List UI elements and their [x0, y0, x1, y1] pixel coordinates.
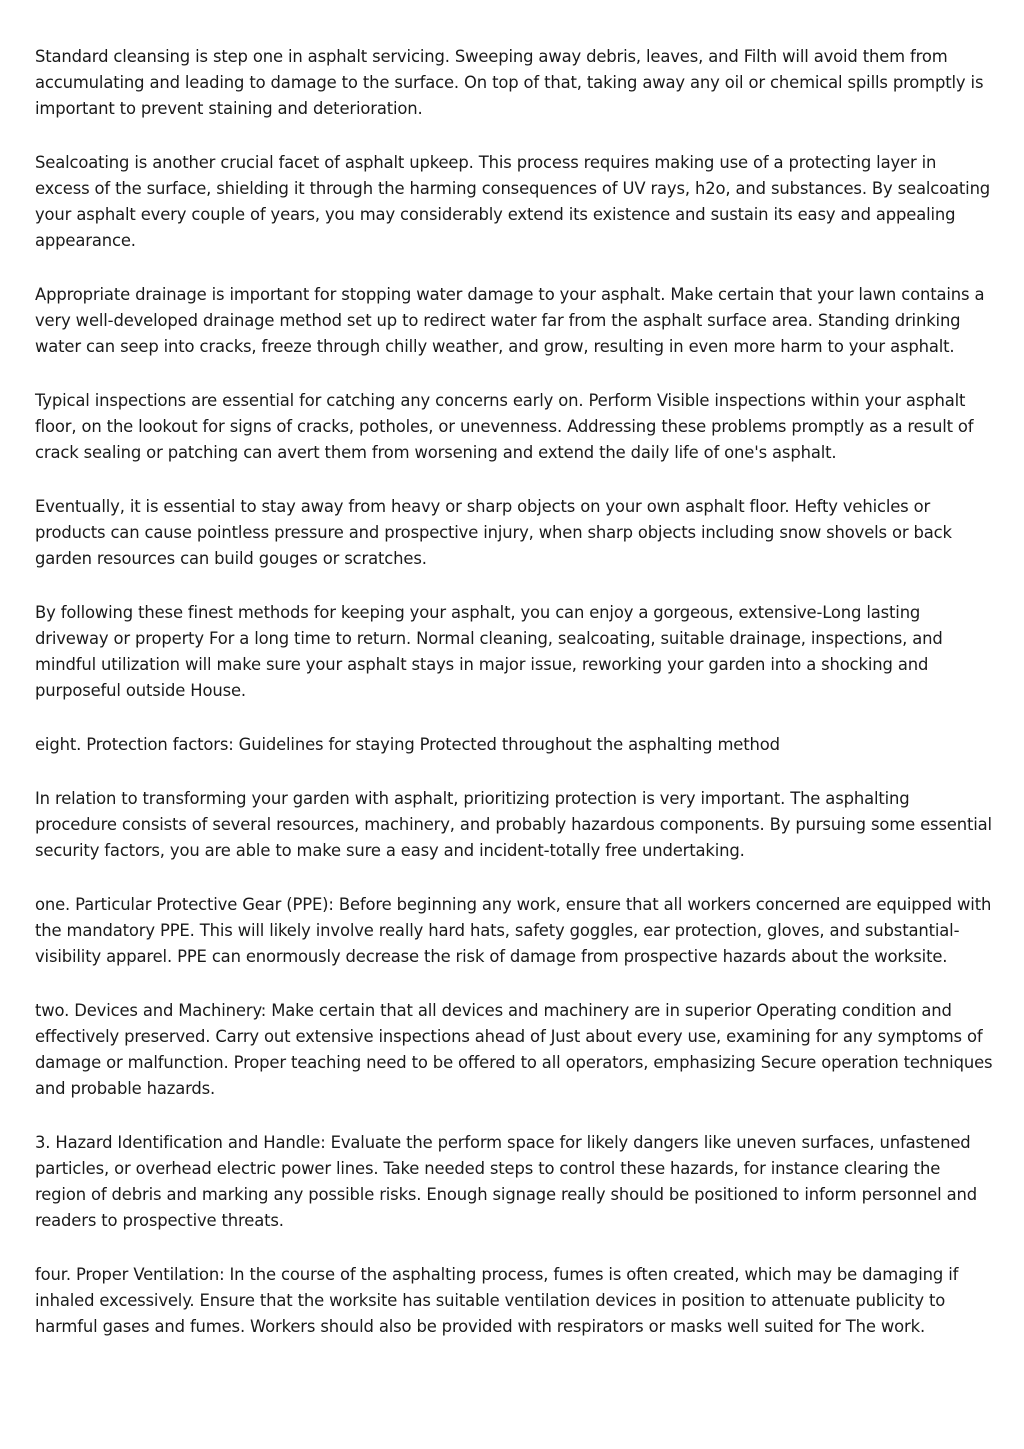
paragraph-devices-machinery: two. Devices and Machinery: Make certain that all devices and machinery are in superior Operating condition and effectively preserved. Carry out extensive inspections ahead of Just about every use, examining for any symptoms of damage or malfunction. Proper teaching need to be offered to all operators, emphasizing Secure operation techniques and probable hazards.	[35, 1001, 993, 1098]
paragraph-ventilation: four. Proper Ventilation: In the course of the asphalting process, fumes is often created, which may be damaging if inhaled excessively. Ensure that the worksite has suitable ventilation devices in position to attenuate publicity to harmful gases and fumes. Workers should also be provided with respirators or masks well suited for The work.	[35, 1265, 959, 1336]
section-heading-protection-factors: eight. Protection factors: Guidelines for staying Protected throughout the asphalting method	[35, 735, 780, 754]
paragraph-hazard-identification: 3. Hazard Identification and Handle: Evaluate the perform space for likely dangers like uneven surfaces, unfastened particles, or overhead electric power lines. Take needed steps to control these hazards, for instance clearing the region of debris and marking any possible risks. Enough signage really should be positioned to inform personnel and readers to prospective threats.	[35, 1133, 977, 1230]
paragraph-regular-cleaning: Standard cleansing is step one in asphalt servicing. Sweeping away debris, leaves, and Filth will avoid them from accumulating and leading to damage to the surface. On top of that, taking away any oil or chemical spills promptly is important to prevent staining and deterioration.	[35, 47, 984, 118]
paragraph-best-methods: By following these finest methods for keeping your asphalt, you can enjoy a gorgeous, extensive-Long lasting driveway or property For a long time to return. Normal cleaning, sealcoating, suitable drainage, inspections, and mindful utilization will make sure your asphalt stays in major issue, reworking your garden into a shocking and purposeful outside House.	[35, 603, 943, 700]
paragraph-inspections: Typical inspections are essential for catching any concerns early on. Perform Visible inspections within your asphalt floor, on the lookout for signs of cracks, potholes, or unevenness. Addressing these problems promptly as a result of crack sealing or patching can avert them from worsening and extend the daily life of one's asphalt.	[35, 391, 974, 462]
paragraph-safety-intro: In relation to transforming your garden with asphalt, prioritizing protection is very important. The asphalting procedure consists of several resources, machinery, and probably hazardous components. By pursuing some essential security factors, you are able to make sure a easy and incident-totally free undertaking.	[35, 789, 992, 860]
paragraph-sealcoating: Sealcoating is another crucial facet of asphalt upkeep. This process requires making use of a protecting layer in excess of the surface, shielding it through the harming consequences of UV rays, h2o, and substances. By sealcoating your asphalt every couple of years, you may considerably extend its existence and sustain its easy and appealing appearance.	[35, 153, 991, 250]
document-page	[35, 44, 995, 1368]
paragraph-ppe: one. Particular Protective Gear (PPE): Before beginning any work, ensure that all workers concerned are equipped with the mandatory PPE. This will likely involve really hard hats, safety goggles, ear protection, gloves, and substantial-visibility apparel. PPE can enormously decrease the risk of damage from prospective hazards about the worksite.	[35, 895, 992, 966]
paragraph-heavy-objects: Eventually, it is essential to stay away from heavy or sharp objects on your own asphalt floor. Hefty vehicles or products can cause pointless pressure and prospective injury, when sharp objects including snow shovels or back garden resources can build gouges or scratches.	[35, 497, 952, 568]
paragraph-drainage: Appropriate drainage is important for stopping water damage to your asphalt. Make certain that your lawn contains a very well-developed drainage method set up to redirect water far from the asphalt surface area. Standing drinking water can seep into cracks, freeze through chilly weather, and grow, resulting in even more harm to your asphalt.	[35, 285, 985, 356]
